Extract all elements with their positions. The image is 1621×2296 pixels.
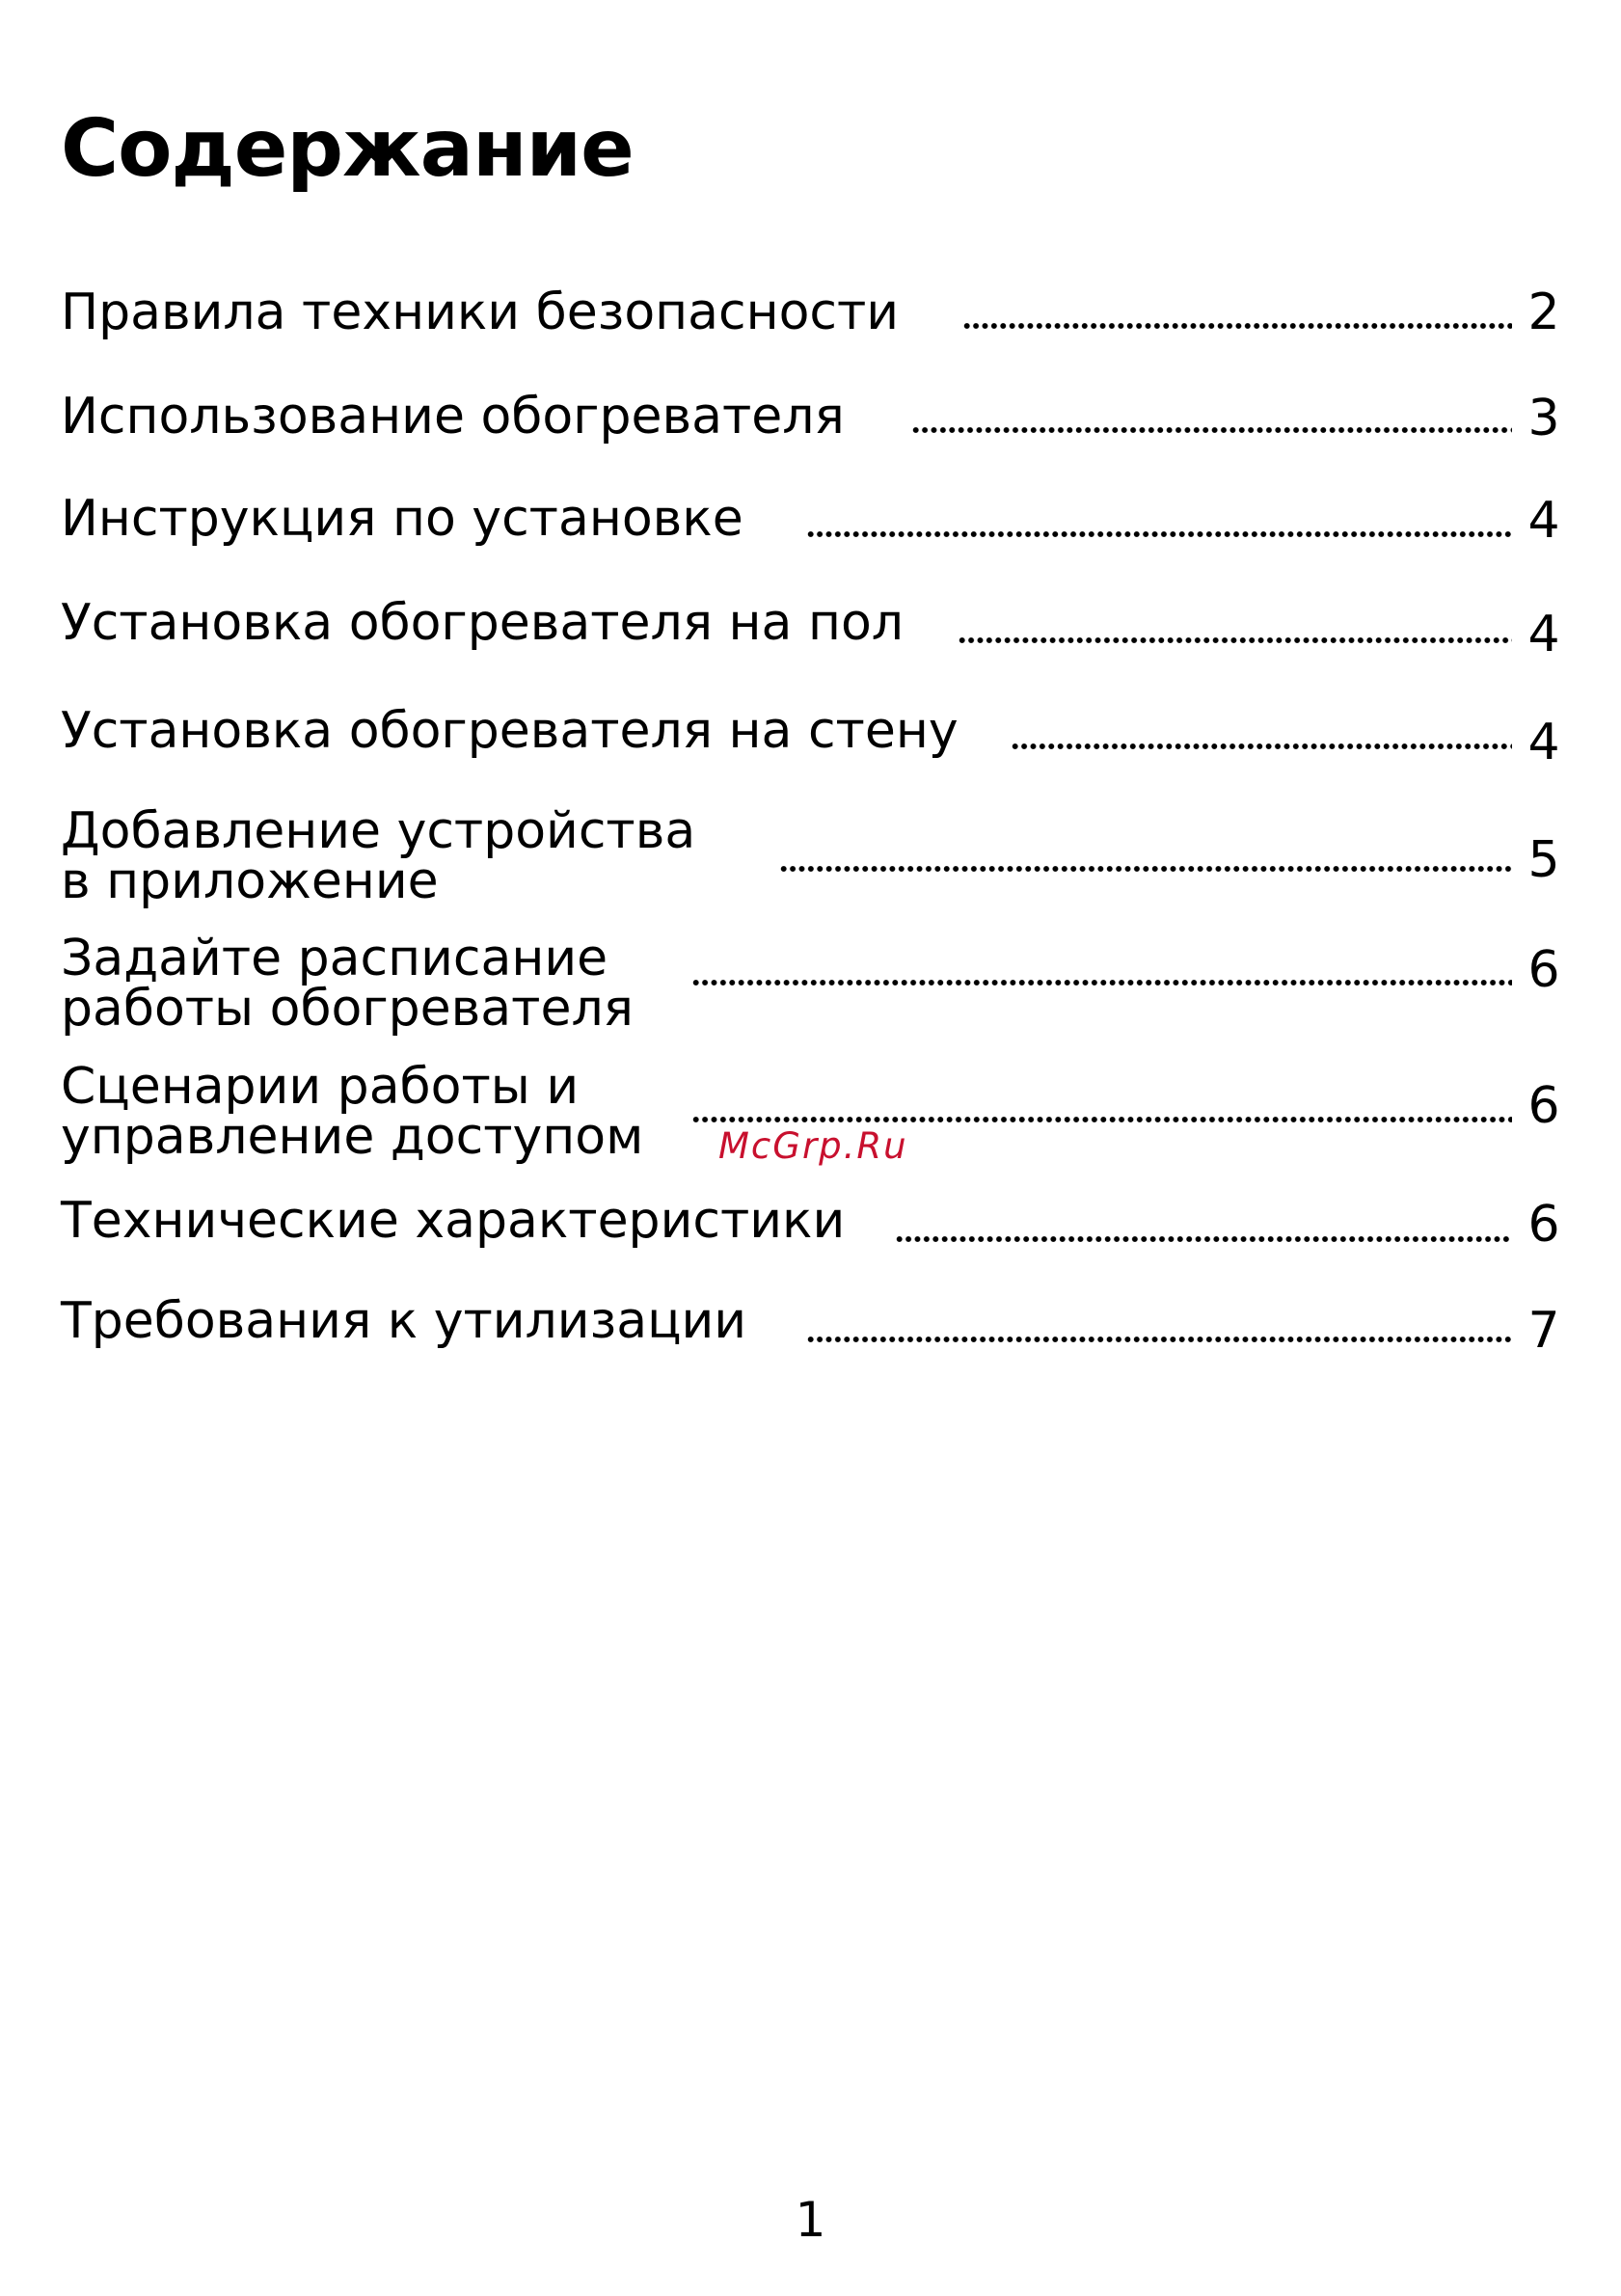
toc-entry-page-number: 6 <box>1527 1077 1560 1135</box>
toc-entry-page-number: 3 <box>1527 390 1560 447</box>
toc-entry-page-number: 6 <box>1527 1196 1560 1254</box>
toc-entry-label <box>61 490 743 548</box>
toc-entry-label-line: Установка обогревателя на пол <box>61 594 904 652</box>
toc-entry-page-number: 5 <box>1527 831 1560 889</box>
toc-entry-label-line: в приложение <box>61 852 439 910</box>
toc-dot-leader <box>806 529 1512 539</box>
toc-entry-label-line: Задайте расписание <box>61 930 608 987</box>
toc-entry-label-line: Добавление устройства <box>61 802 696 860</box>
toc-entry-label <box>61 1058 644 1166</box>
toc-dot-leader <box>911 425 1512 435</box>
toc-entry-label-line: Использование обогревателя <box>61 388 845 446</box>
toc-entry-label <box>61 594 904 652</box>
toc-entry-label <box>61 1192 846 1250</box>
toc-entry-label-line: Сценарии работы и <box>61 1058 580 1116</box>
toc-dot-leader <box>962 321 1512 331</box>
toc-dot-leader <box>806 1335 1512 1344</box>
toc-entry-page-number: 2 <box>1527 284 1560 341</box>
toc-entry-label-line: работы обогревателя <box>61 980 634 1038</box>
toc-dot-leader <box>691 978 1512 987</box>
toc-entry-label <box>61 930 634 1038</box>
toc-entry-label <box>61 802 696 910</box>
toc-dot-leader <box>779 864 1512 874</box>
toc-entry-page-number: 7 <box>1527 1302 1560 1360</box>
toc-entry-label <box>61 702 959 760</box>
toc-entry-label-line: управление доступом <box>61 1108 644 1166</box>
toc-entry-label-line: Установка обогревателя на стену <box>61 702 959 760</box>
toc-dot-leader <box>958 635 1512 645</box>
toc-entry-label-line: Инструкция по установке <box>61 490 743 548</box>
toc-entry-page-number: 4 <box>1527 606 1560 663</box>
toc-dot-leader <box>1011 742 1512 751</box>
toc-entry-label-line: Правила техники безопасности <box>61 284 900 341</box>
toc-dot-leader <box>895 1234 1512 1244</box>
watermark-text: McGrp.Ru <box>718 1125 908 1167</box>
toc-entry-page-number: 4 <box>1527 492 1560 550</box>
toc-entry-label <box>61 284 900 341</box>
toc-entry-label <box>61 388 845 446</box>
toc-dot-leader <box>691 1115 1512 1124</box>
toc-entry-label-line: Технические характеристики <box>61 1192 846 1250</box>
toc-entry-page-number: 6 <box>1527 941 1560 999</box>
toc-entry-label <box>61 1292 747 1350</box>
toc-entry-page-number: 4 <box>1527 714 1560 771</box>
toc-entry-label-line: Требования к утилизации <box>61 1292 747 1350</box>
page-title: Содержание <box>61 103 634 195</box>
page-number: 1 <box>795 2192 826 2248</box>
